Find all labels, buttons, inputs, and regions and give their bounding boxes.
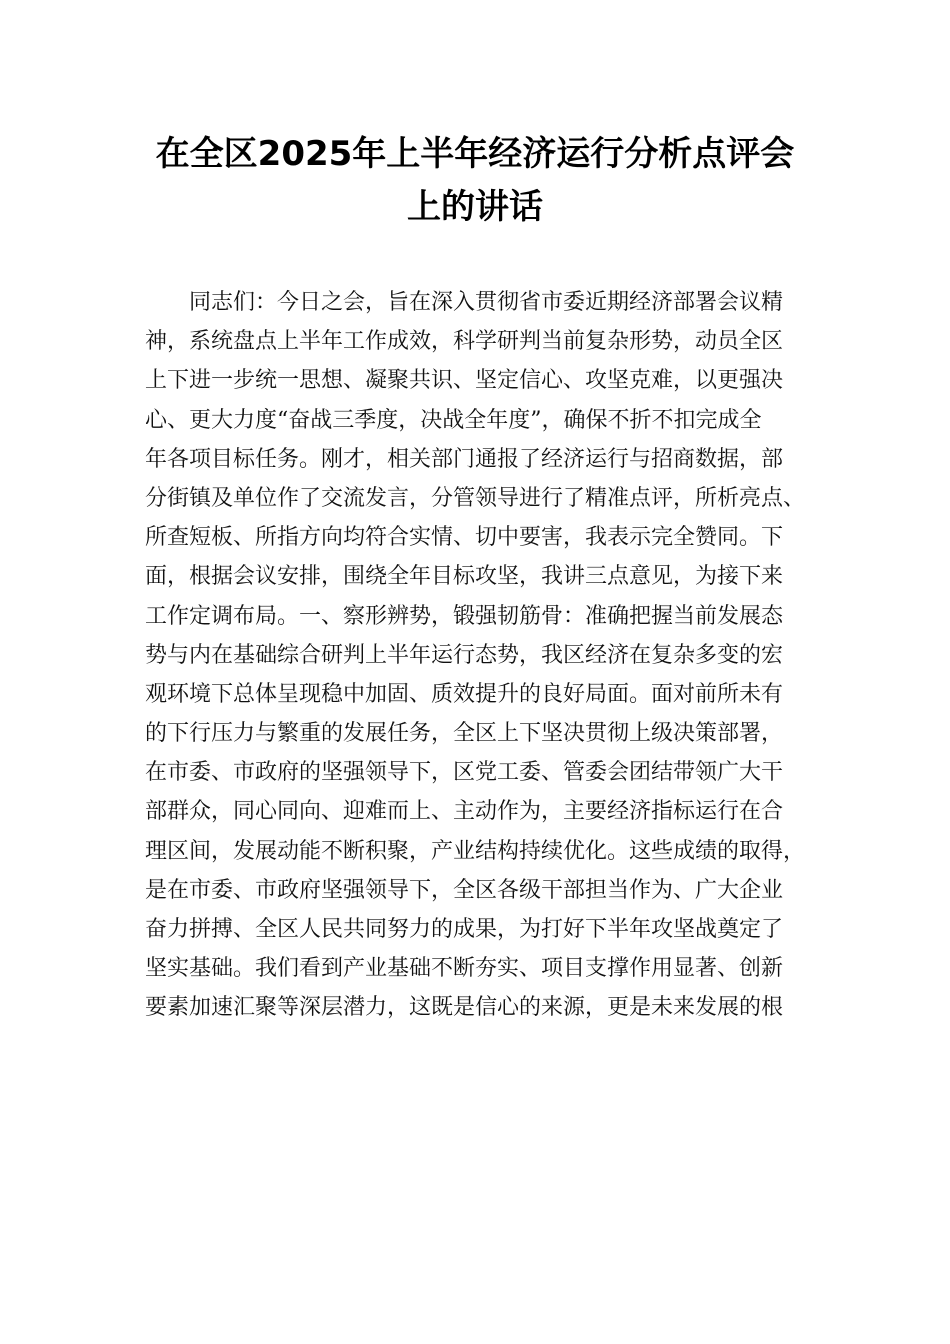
body-line: 要素加速汇聚等深层潜力，这既是信心的来源，更是未来发展的根 [145,995,784,1021]
body-line: 神，系统盘点上半年工作成效，科学研判当前复杂形势，动员全区 [145,329,784,355]
body-line: 奋力拼搏、全区人民共同努力的成果，为打好下半年攻坚战奠定了 [145,917,784,942]
body-line: 是在市委、市政府坚强领导下，全区各级干部担当作为、广大企业 [145,877,784,903]
title-line-1: 在全区2025年上半年经济运行分析点评会 [155,134,795,174]
body-line: 工作定调布局。一、察形辨势，锻强韧筋骨：准确把握当前发展态 [145,603,784,629]
body-line: 心、更大力度“奋战三季度，决战全年度”，确保不折不扣完成全 [145,407,762,433]
body-line: 理区间，发展动能不断积聚，产业结构持续优化。这些成绩的取得， [145,838,806,864]
body-line: 势与内在基础综合研判上半年运行态势，我区经济在复杂多变的宏 [145,642,784,668]
title-line-2: 上的讲话 [407,187,543,227]
body-line: 在市委、市政府的坚强领导下，区党工委、管委会团结带领广大干 [145,760,784,786]
body-line: 分街镇及单位作了交流发言，分管领导进行了精准点评，所析亮点、 [145,485,806,511]
body-line: 所查短板、所指方向均符合实情、切中要害，我表示完全赞同。下 [145,525,784,551]
body-line: 坚实基础。我们看到产业基础不断夯实、项目支撑作用显著、创新 [145,956,784,982]
speech-body [145,283,825,1028]
body-line: 面，根据会议安排，围绕全年目标攻坚，我讲三点意见，为接下来 [145,564,784,590]
body-line: 观环境下总体呈现稳中加固、质效提升的良好局面。面对前所未有 [145,681,784,707]
body-line: 年各项目标任务。刚才，相关部门通报了经济运行与招商数据，部 [145,446,784,472]
body-line: 部群众，同心同向、迎难而上、主动作为，主要经济指标运行在合 [145,799,784,825]
document-title [120,128,830,234]
body-line: 上下进一步统一思想、凝聚共识、坚定信心、攻坚克难，以更强决 [145,368,784,394]
body-line: 的下行压力与繁重的发展任务，全区上下坚决贯彻上级决策部署， [145,721,784,747]
body-line: 同志们：今日之会，旨在深入贯彻省市委近期经济部署会议精 [189,290,784,315]
